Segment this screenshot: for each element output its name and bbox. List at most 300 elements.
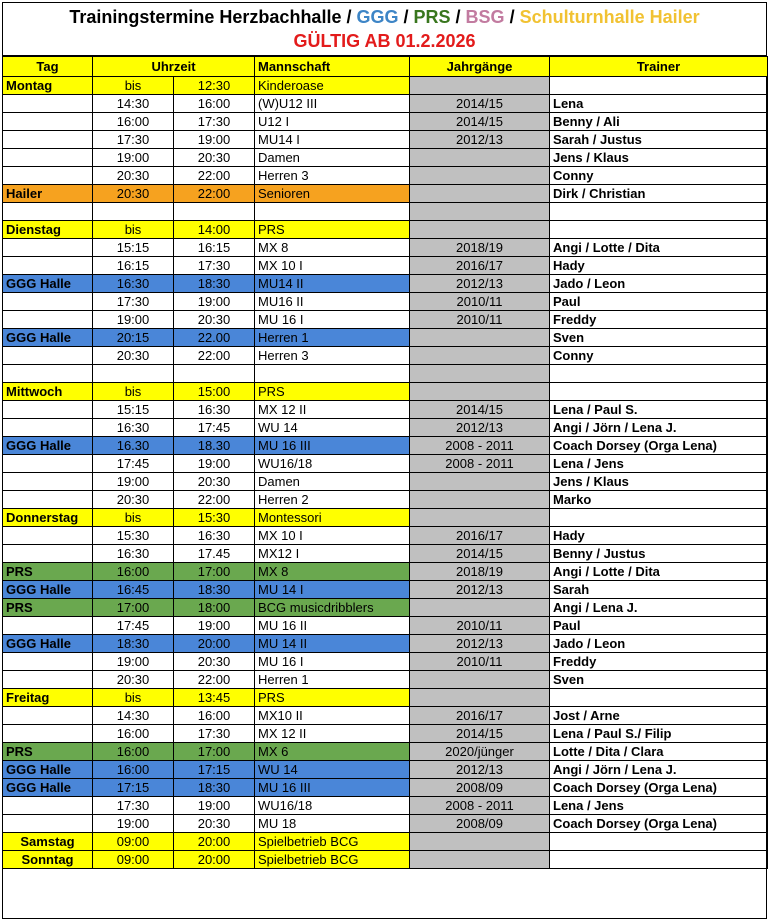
time-to-cell: 20:00 — [174, 851, 255, 869]
time-from-cell: 14:30 — [93, 707, 174, 725]
table-row — [3, 635, 768, 653]
time-from-cell: 17:30 — [93, 293, 174, 311]
table-row — [3, 851, 768, 869]
trainer-cell: Lotte / Dita / Clara — [550, 743, 768, 761]
years-cell: 2008 - 2011 — [410, 797, 550, 815]
trainer-cell: Paul — [550, 617, 768, 635]
team-cell: MU16 II — [255, 293, 410, 311]
time-from-cell: 20:30 — [93, 671, 174, 689]
trainer-cell: Angi / Jörn / Lena J. — [550, 761, 768, 779]
trainer-cell — [550, 203, 768, 221]
day-cell — [3, 95, 93, 113]
time-to-cell: 22:00 — [174, 491, 255, 509]
header-uhrzeit: Uhrzeit — [93, 57, 255, 77]
table-row — [3, 95, 768, 113]
trainer-cell: Coach Dorsey (Orga Lena) — [550, 779, 768, 797]
team-cell: U12 I — [255, 113, 410, 131]
years-cell: 2012/13 — [410, 131, 550, 149]
title-part: / — [341, 7, 357, 27]
time-from-cell: 16:00 — [93, 761, 174, 779]
team-cell: WU16/18 — [255, 797, 410, 815]
day-cell — [3, 131, 93, 149]
years-cell: 2012/13 — [410, 419, 550, 437]
team-cell: Kinderoase — [255, 77, 410, 95]
time-to-cell: 19:00 — [174, 131, 255, 149]
trainer-cell: Lena / Jens — [550, 797, 768, 815]
table-row — [3, 77, 768, 95]
time-from-cell — [93, 365, 174, 383]
trainer-cell: Sven — [550, 671, 768, 689]
day-cell: Samstag — [3, 833, 93, 851]
time-to-cell: 22:00 — [174, 167, 255, 185]
page-title — [3, 3, 766, 30]
table-row — [3, 239, 768, 257]
time-to-cell: 18:30 — [174, 581, 255, 599]
years-cell: 2010/11 — [410, 293, 550, 311]
trainer-cell — [550, 365, 768, 383]
table-row — [3, 563, 768, 581]
time-from-cell: bis — [93, 509, 174, 527]
years-cell: 2016/17 — [410, 527, 550, 545]
years-cell: 2014/15 — [410, 545, 550, 563]
table-row — [3, 383, 768, 401]
time-to-cell: 16:00 — [174, 95, 255, 113]
trainer-cell: Jens / Klaus — [550, 149, 768, 167]
time-from-cell: 18:30 — [93, 635, 174, 653]
time-from-cell: 17:30 — [93, 131, 174, 149]
team-cell: MU 14 II — [255, 635, 410, 653]
years-cell — [410, 221, 550, 239]
table-row — [3, 509, 768, 527]
years-cell — [410, 833, 550, 851]
trainer-cell: Conny — [550, 347, 768, 365]
time-to-cell: 20:30 — [174, 815, 255, 833]
schedule-sheet — [2, 2, 767, 919]
table-row — [3, 581, 768, 599]
day-cell: Freitag — [3, 689, 93, 707]
team-cell: MX10 II — [255, 707, 410, 725]
title-part: Trainingstermine Herzbachhalle — [69, 7, 342, 27]
title-part: / — [504, 7, 520, 27]
table-row — [3, 617, 768, 635]
time-to-cell: 20:30 — [174, 311, 255, 329]
team-cell: Herren 3 — [255, 347, 410, 365]
time-to-cell: 18.30 — [174, 437, 255, 455]
schedule-table — [2, 56, 768, 869]
title-part: / — [398, 7, 414, 27]
team-cell: MU 16 III — [255, 437, 410, 455]
header-jahrgaenge: Jahrgänge — [410, 57, 550, 77]
years-cell: 2010/11 — [410, 653, 550, 671]
team-cell: (W)U12 III — [255, 95, 410, 113]
table-row — [3, 167, 768, 185]
day-cell: GGG Halle — [3, 581, 93, 599]
day-cell — [3, 725, 93, 743]
team-cell — [255, 365, 410, 383]
time-to-cell: 17:00 — [174, 743, 255, 761]
title-part: GGG — [356, 7, 399, 27]
trainer-cell: Coach Dorsey (Orga Lena) — [550, 437, 768, 455]
trainer-cell: Lena / Paul S./ Filip — [550, 725, 768, 743]
time-from-cell: bis — [93, 383, 174, 401]
time-from-cell: 16:00 — [93, 563, 174, 581]
day-cell: GGG Halle — [3, 761, 93, 779]
table-row — [3, 293, 768, 311]
team-cell: WU 14 — [255, 761, 410, 779]
years-cell — [410, 689, 550, 707]
time-from-cell: 20:30 — [93, 347, 174, 365]
years-cell: 2008 - 2011 — [410, 437, 550, 455]
time-to-cell: 16:00 — [174, 707, 255, 725]
years-cell: 2008/09 — [410, 815, 550, 833]
time-from-cell: 17:00 — [93, 599, 174, 617]
team-cell: MU14 II — [255, 275, 410, 293]
trainer-cell: Angi / Lotte / Dita — [550, 239, 768, 257]
trainer-cell — [550, 221, 768, 239]
time-from-cell: 19:00 — [93, 653, 174, 671]
time-to-cell: 16:30 — [174, 401, 255, 419]
trainer-cell: Hady — [550, 527, 768, 545]
time-from-cell: 16:00 — [93, 743, 174, 761]
trainer-cell: Jado / Leon — [550, 635, 768, 653]
team-cell: MU 14 I — [255, 581, 410, 599]
years-cell: 2014/15 — [410, 95, 550, 113]
time-to-cell: 19:00 — [174, 797, 255, 815]
header-trainer: Trainer — [550, 57, 768, 77]
years-cell — [410, 473, 550, 491]
table-row — [3, 203, 768, 221]
time-to-cell: 20:30 — [174, 473, 255, 491]
table-row — [3, 707, 768, 725]
table-row — [3, 131, 768, 149]
time-from-cell: 16:30 — [93, 275, 174, 293]
table-row — [3, 743, 768, 761]
years-cell — [410, 185, 550, 203]
day-cell — [3, 167, 93, 185]
time-to-cell: 14:00 — [174, 221, 255, 239]
time-from-cell: 16:15 — [93, 257, 174, 275]
trainer-cell: Hady — [550, 257, 768, 275]
table-row — [3, 419, 768, 437]
years-cell: 2012/13 — [410, 761, 550, 779]
team-cell: MX 12 II — [255, 725, 410, 743]
years-cell — [410, 203, 550, 221]
table-row — [3, 113, 768, 131]
team-cell: PRS — [255, 383, 410, 401]
time-to-cell: 20:00 — [174, 833, 255, 851]
table-row — [3, 455, 768, 473]
header-row — [3, 57, 768, 77]
time-to-cell: 18:30 — [174, 779, 255, 797]
header-mannschaft: Mannschaft — [255, 57, 410, 77]
day-cell: PRS — [3, 599, 93, 617]
trainer-cell — [550, 833, 768, 851]
table-row — [3, 401, 768, 419]
time-to-cell: 19:00 — [174, 293, 255, 311]
table-row — [3, 347, 768, 365]
trainer-cell: Coach Dorsey (Orga Lena) — [550, 815, 768, 833]
team-cell: MU 16 I — [255, 653, 410, 671]
team-cell: WU16/18 — [255, 455, 410, 473]
time-from-cell: 19:00 — [93, 815, 174, 833]
time-from-cell: 15:15 — [93, 401, 174, 419]
time-from-cell: 19:00 — [93, 149, 174, 167]
trainer-cell: Lena — [550, 95, 768, 113]
years-cell — [410, 329, 550, 347]
trainer-cell: Jado / Leon — [550, 275, 768, 293]
years-cell — [410, 365, 550, 383]
day-cell — [3, 311, 93, 329]
time-from-cell: 20:30 — [93, 185, 174, 203]
day-cell — [3, 707, 93, 725]
team-cell: Herren 1 — [255, 671, 410, 689]
trainer-cell: Lena / Jens — [550, 455, 768, 473]
time-to-cell: 18:00 — [174, 599, 255, 617]
time-from-cell: 19:00 — [93, 473, 174, 491]
table-row — [3, 599, 768, 617]
time-to-cell: 17:00 — [174, 563, 255, 581]
time-from-cell: 20:30 — [93, 167, 174, 185]
day-cell — [3, 617, 93, 635]
time-to-cell: 15:00 — [174, 383, 255, 401]
title-part: / — [450, 7, 466, 27]
day-cell — [3, 293, 93, 311]
title-part: BSG — [465, 7, 505, 27]
years-cell: 2014/15 — [410, 113, 550, 131]
years-cell: 2016/17 — [410, 257, 550, 275]
trainer-cell: Freddy — [550, 653, 768, 671]
team-cell: Spielbetrieb BCG — [255, 833, 410, 851]
years-cell: 2020/jünger — [410, 743, 550, 761]
trainer-cell: Lena / Paul S. — [550, 401, 768, 419]
time-from-cell: 17:45 — [93, 617, 174, 635]
table-row — [3, 329, 768, 347]
trainer-cell: Paul — [550, 293, 768, 311]
time-from-cell: 09:00 — [93, 851, 174, 869]
years-cell: 2012/13 — [410, 275, 550, 293]
day-cell: Mittwoch — [3, 383, 93, 401]
title-part: PRS — [413, 7, 451, 27]
trainer-cell: Sarah — [550, 581, 768, 599]
time-from-cell: 19:00 — [93, 311, 174, 329]
time-to-cell — [174, 203, 255, 221]
team-cell: Herren 1 — [255, 329, 410, 347]
time-to-cell: 17.45 — [174, 545, 255, 563]
table-row — [3, 491, 768, 509]
time-from-cell: 17:15 — [93, 779, 174, 797]
time-to-cell: 18:30 — [174, 275, 255, 293]
time-from-cell: 16:00 — [93, 725, 174, 743]
time-to-cell: 16:30 — [174, 527, 255, 545]
team-cell: Damen — [255, 149, 410, 167]
team-cell — [255, 203, 410, 221]
trainer-cell: Sven — [550, 329, 768, 347]
trainer-cell — [550, 689, 768, 707]
team-cell: Herren 3 — [255, 167, 410, 185]
years-cell: 2010/11 — [410, 617, 550, 635]
time-to-cell: 13:45 — [174, 689, 255, 707]
years-cell — [410, 509, 550, 527]
years-cell: 2016/17 — [410, 707, 550, 725]
years-cell — [410, 167, 550, 185]
time-to-cell: 20:30 — [174, 149, 255, 167]
table-row — [3, 185, 768, 203]
years-cell — [410, 77, 550, 95]
day-cell: GGG Halle — [3, 329, 93, 347]
day-cell — [3, 113, 93, 131]
day-cell: PRS — [3, 743, 93, 761]
team-cell: WU 14 — [255, 419, 410, 437]
time-to-cell: 17:30 — [174, 113, 255, 131]
title-block — [3, 3, 766, 56]
time-from-cell: 15:15 — [93, 239, 174, 257]
table-row — [3, 833, 768, 851]
day-cell — [3, 545, 93, 563]
day-cell: GGG Halle — [3, 275, 93, 293]
years-cell — [410, 149, 550, 167]
time-to-cell: 17:15 — [174, 761, 255, 779]
time-from-cell: 14:30 — [93, 95, 174, 113]
team-cell: BCG musicdribblers — [255, 599, 410, 617]
team-cell: Senioren — [255, 185, 410, 203]
time-from-cell: 16:00 — [93, 113, 174, 131]
team-cell: MX 12 II — [255, 401, 410, 419]
years-cell: 2018/19 — [410, 563, 550, 581]
table-row — [3, 365, 768, 383]
team-cell: Spielbetrieb BCG — [255, 851, 410, 869]
trainer-cell: Angi / Jörn / Lena J. — [550, 419, 768, 437]
team-cell: Damen — [255, 473, 410, 491]
time-from-cell: bis — [93, 221, 174, 239]
years-cell: 2012/13 — [410, 581, 550, 599]
table-row — [3, 815, 768, 833]
day-cell: GGG Halle — [3, 437, 93, 455]
time-from-cell: 20:30 — [93, 491, 174, 509]
time-to-cell: 22:00 — [174, 347, 255, 365]
day-cell — [3, 365, 93, 383]
day-cell — [3, 815, 93, 833]
team-cell: MU 16 I — [255, 311, 410, 329]
trainer-cell: Jens / Klaus — [550, 473, 768, 491]
team-cell: MU 16 III — [255, 779, 410, 797]
years-cell — [410, 383, 550, 401]
table-row — [3, 725, 768, 743]
title-part: Schulturnhalle Hailer — [519, 7, 700, 27]
years-cell: 2014/15 — [410, 725, 550, 743]
time-from-cell: 16.30 — [93, 437, 174, 455]
team-cell: Herren 2 — [255, 491, 410, 509]
years-cell — [410, 851, 550, 869]
day-cell — [3, 455, 93, 473]
day-cell: Hailer — [3, 185, 93, 203]
table-row — [3, 653, 768, 671]
years-cell — [410, 347, 550, 365]
trainer-cell — [550, 77, 768, 95]
time-from-cell: 09:00 — [93, 833, 174, 851]
header-tag: Tag — [3, 57, 93, 77]
day-cell — [3, 149, 93, 167]
trainer-cell — [550, 509, 768, 527]
table-row — [3, 527, 768, 545]
time-to-cell: 17:45 — [174, 419, 255, 437]
trainer-cell: Benny / Justus — [550, 545, 768, 563]
table-row — [3, 545, 768, 563]
trainer-cell: Dirk / Christian — [550, 185, 768, 203]
table-row — [3, 149, 768, 167]
time-to-cell: 15:30 — [174, 509, 255, 527]
day-cell: Dienstag — [3, 221, 93, 239]
time-from-cell: 17:30 — [93, 797, 174, 815]
years-cell: 2010/11 — [410, 311, 550, 329]
team-cell: MX 8 — [255, 563, 410, 581]
years-cell: 2008 - 2011 — [410, 455, 550, 473]
trainer-cell: Jost / Arne — [550, 707, 768, 725]
time-from-cell: 15:30 — [93, 527, 174, 545]
time-from-cell — [93, 203, 174, 221]
time-to-cell: 16:15 — [174, 239, 255, 257]
time-to-cell: 17:30 — [174, 725, 255, 743]
table-row — [3, 437, 768, 455]
time-from-cell: 16:45 — [93, 581, 174, 599]
time-from-cell: 16:30 — [93, 545, 174, 563]
time-from-cell: bis — [93, 77, 174, 95]
time-to-cell: 20:00 — [174, 635, 255, 653]
day-cell — [3, 491, 93, 509]
day-cell: GGG Halle — [3, 635, 93, 653]
day-cell: Montag — [3, 77, 93, 95]
day-cell — [3, 671, 93, 689]
time-to-cell: 19:00 — [174, 617, 255, 635]
day-cell — [3, 239, 93, 257]
team-cell: MX 8 — [255, 239, 410, 257]
day-cell — [3, 527, 93, 545]
team-cell: MU 18 — [255, 815, 410, 833]
day-cell — [3, 401, 93, 419]
time-to-cell: 22:00 — [174, 671, 255, 689]
time-to-cell: 19:00 — [174, 455, 255, 473]
time-from-cell: 16:30 — [93, 419, 174, 437]
day-cell — [3, 257, 93, 275]
years-cell — [410, 491, 550, 509]
years-cell: 2018/19 — [410, 239, 550, 257]
team-cell: MU14 I — [255, 131, 410, 149]
day-cell — [3, 653, 93, 671]
table-row — [3, 779, 768, 797]
day-cell — [3, 419, 93, 437]
team-cell: MX 6 — [255, 743, 410, 761]
table-row — [3, 671, 768, 689]
table-row — [3, 275, 768, 293]
time-to-cell: 22:00 — [174, 185, 255, 203]
time-from-cell: bis — [93, 689, 174, 707]
day-cell — [3, 797, 93, 815]
table-row — [3, 221, 768, 239]
years-cell — [410, 671, 550, 689]
table-row — [3, 761, 768, 779]
team-cell: PRS — [255, 689, 410, 707]
trainer-cell: Angi / Lena J. — [550, 599, 768, 617]
trainer-cell: Benny / Ali — [550, 113, 768, 131]
trainer-cell: Sarah / Justus — [550, 131, 768, 149]
years-cell: 2014/15 — [410, 401, 550, 419]
time-from-cell: 20:15 — [93, 329, 174, 347]
team-cell: Montessori — [255, 509, 410, 527]
team-cell: MX 10 I — [255, 257, 410, 275]
team-cell: MX 10 I — [255, 527, 410, 545]
years-cell: 2012/13 — [410, 635, 550, 653]
trainer-cell: Freddy — [550, 311, 768, 329]
team-cell: PRS — [255, 221, 410, 239]
